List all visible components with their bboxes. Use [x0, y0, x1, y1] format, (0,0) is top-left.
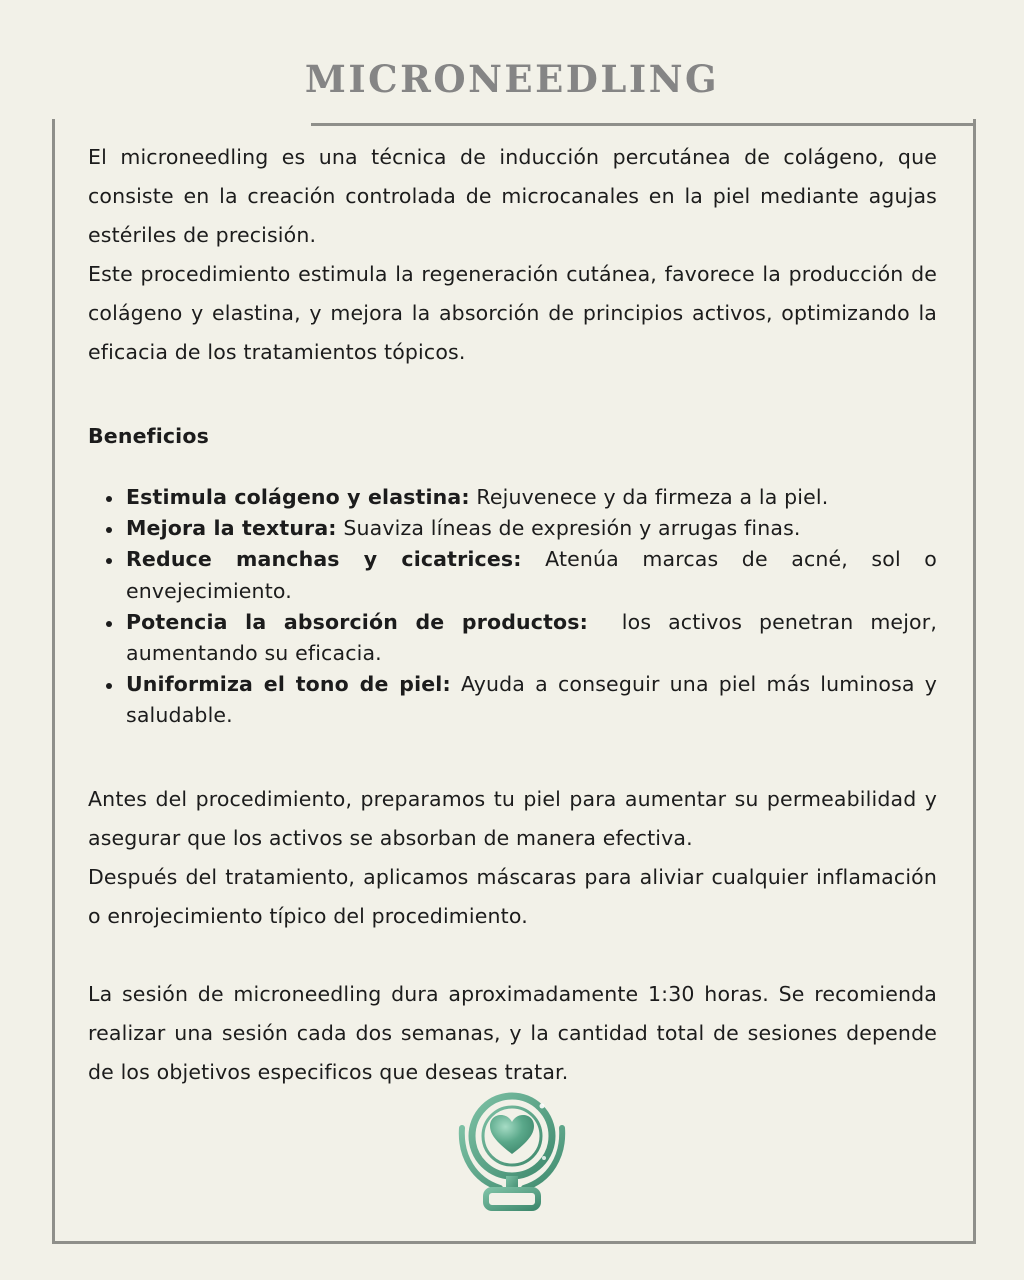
procedure-paragraph-2: Después del tratamiento, aplicamos máscaras para aliviar cualquier inflamación o enrojecimiento típico del procedimiento.	[88, 864, 937, 928]
benefit-label: Uniformiza el tono de piel:	[126, 672, 451, 697]
benefit-label: Reduce manchas y cicatrices:	[126, 547, 522, 572]
page-title: MICRONEEDLING	[304, 57, 720, 101]
benefit-label: Potencia la absorción de productos:	[126, 609, 588, 634]
intro-paragraph-2: Este procedimiento estimula la regeneración cutánea, favorece la producción de colágeno y elastina, y mejora la absorción de principios activos, optimizando la eficacia de los tratamientos tópicos.	[88, 262, 937, 364]
procedure-paragraph-1: Antes del procedimiento, preparamos tu piel para aumentar su permeabilidad y asegurar que los activos se absorban de manera efectiva.	[88, 786, 937, 850]
benefit-text: Atenúa marcas de acné, sol o envejecimiento.	[126, 547, 937, 603]
benefit-label: Mejora la textura:	[126, 516, 337, 541]
benefit-text: Suaviza líneas de expresión y arrugas finas.	[336, 516, 801, 541]
bullet-icon	[106, 496, 112, 502]
bullet-icon	[106, 621, 112, 627]
benefits-list	[88, 482, 944, 732]
benefit-item	[88, 669, 937, 731]
bullet-icon	[106, 558, 112, 564]
benefit-item	[88, 607, 944, 669]
benefit-label: Estimula colágeno y elastina:	[126, 485, 470, 509]
frame-border-right	[973, 119, 976, 1244]
benefit-text: los activos penetran mejor, aumentando su eficacia.	[126, 609, 944, 666]
frame-border-left	[52, 119, 55, 1244]
benefit-text: Rejuvenece y da firmeza a la piel.	[469, 485, 829, 509]
benefit-item	[88, 482, 937, 513]
mirror-heart-icon	[456, 1090, 568, 1214]
intro-paragraph-1: El microneedling es una técnica de inducción percutánea de colágeno, que consiste en la creación controlada de microcanales en la piel mediante agujas estériles de precisión.	[88, 145, 937, 247]
content-body	[88, 138, 944, 1092]
benefits-heading: Beneficios	[88, 424, 209, 448]
benefit-item	[88, 513, 937, 544]
session-paragraph: La sesión de microneedling dura aproximadamente 1:30 horas. Se recomienda realizar una sesión cada dos semanas, y la cantidad total de sesiones depende de los objetivos especificos que deseas tratar.	[88, 981, 937, 1084]
benefit-text: Ayuda a conseguir una piel más luminosa y saludable.	[126, 672, 938, 728]
bullet-icon	[106, 683, 112, 689]
frame-border-bottom	[52, 1241, 976, 1244]
frame-border-top	[311, 123, 976, 126]
bullet-icon	[106, 527, 112, 533]
benefit-item	[88, 544, 937, 606]
